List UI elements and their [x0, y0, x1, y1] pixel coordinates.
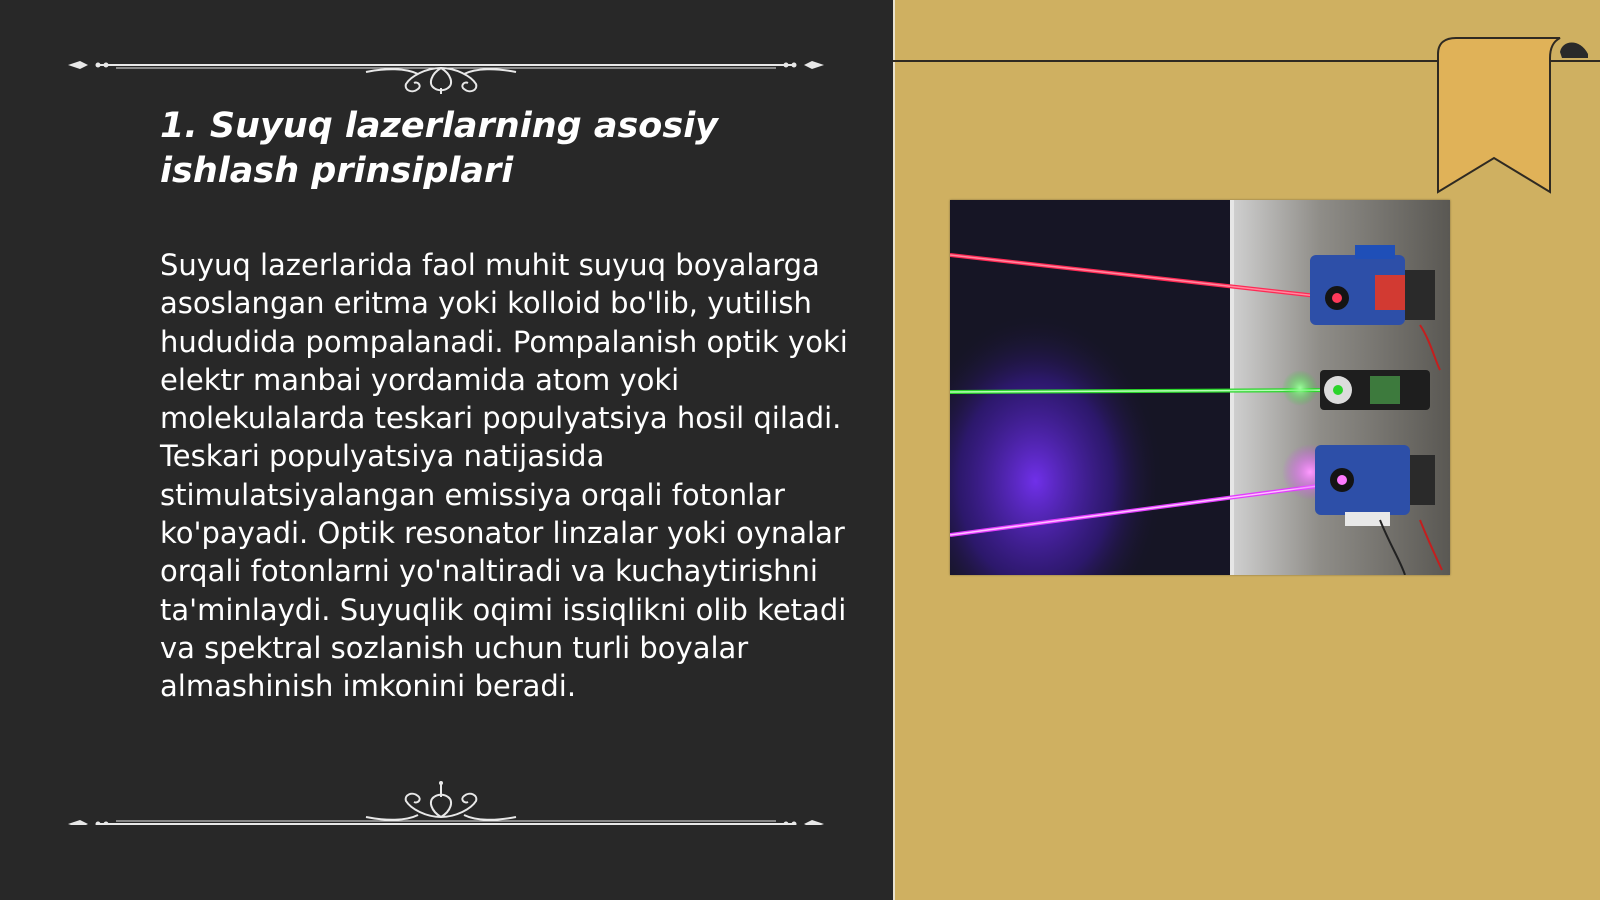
bookmark-ribbon-icon [1430, 34, 1590, 204]
green-laser-module [1320, 370, 1430, 410]
slide-title: 1. Suyuq lazerlarning asosiy ishlash prinsiplari [160, 106, 719, 191]
top-ornament-divider [66, 44, 826, 94]
slide-body-text: Suyuq lazerlarida faol muhit suyuq boyalarga asoslangan eritma yoki kolloid bo'lib, yutilish hududida pompalanadi. Pompalanish optik yoki elektr manbai yordamida atom yoki molekulalarda teskari populyatsiya hosil qiladi. Teskari populyatsiya natijasida stimulatsiyalangan emissiya orqali fotonlar ko'payadi. Optik resonator linzalar yoki oynalar orqali fotonlarni yo'naltiradi va kuchaytirishni ta'minlaydi. Suyuqlik oqimi issiqlikni olib ketadi va spektral sozlanish uchun turli boyalar almashinish imkonini beradi. [160, 248, 848, 704]
laser-photo [950, 200, 1450, 575]
bottom-ornament-divider [66, 775, 826, 825]
laser-beams-image [950, 200, 1450, 575]
